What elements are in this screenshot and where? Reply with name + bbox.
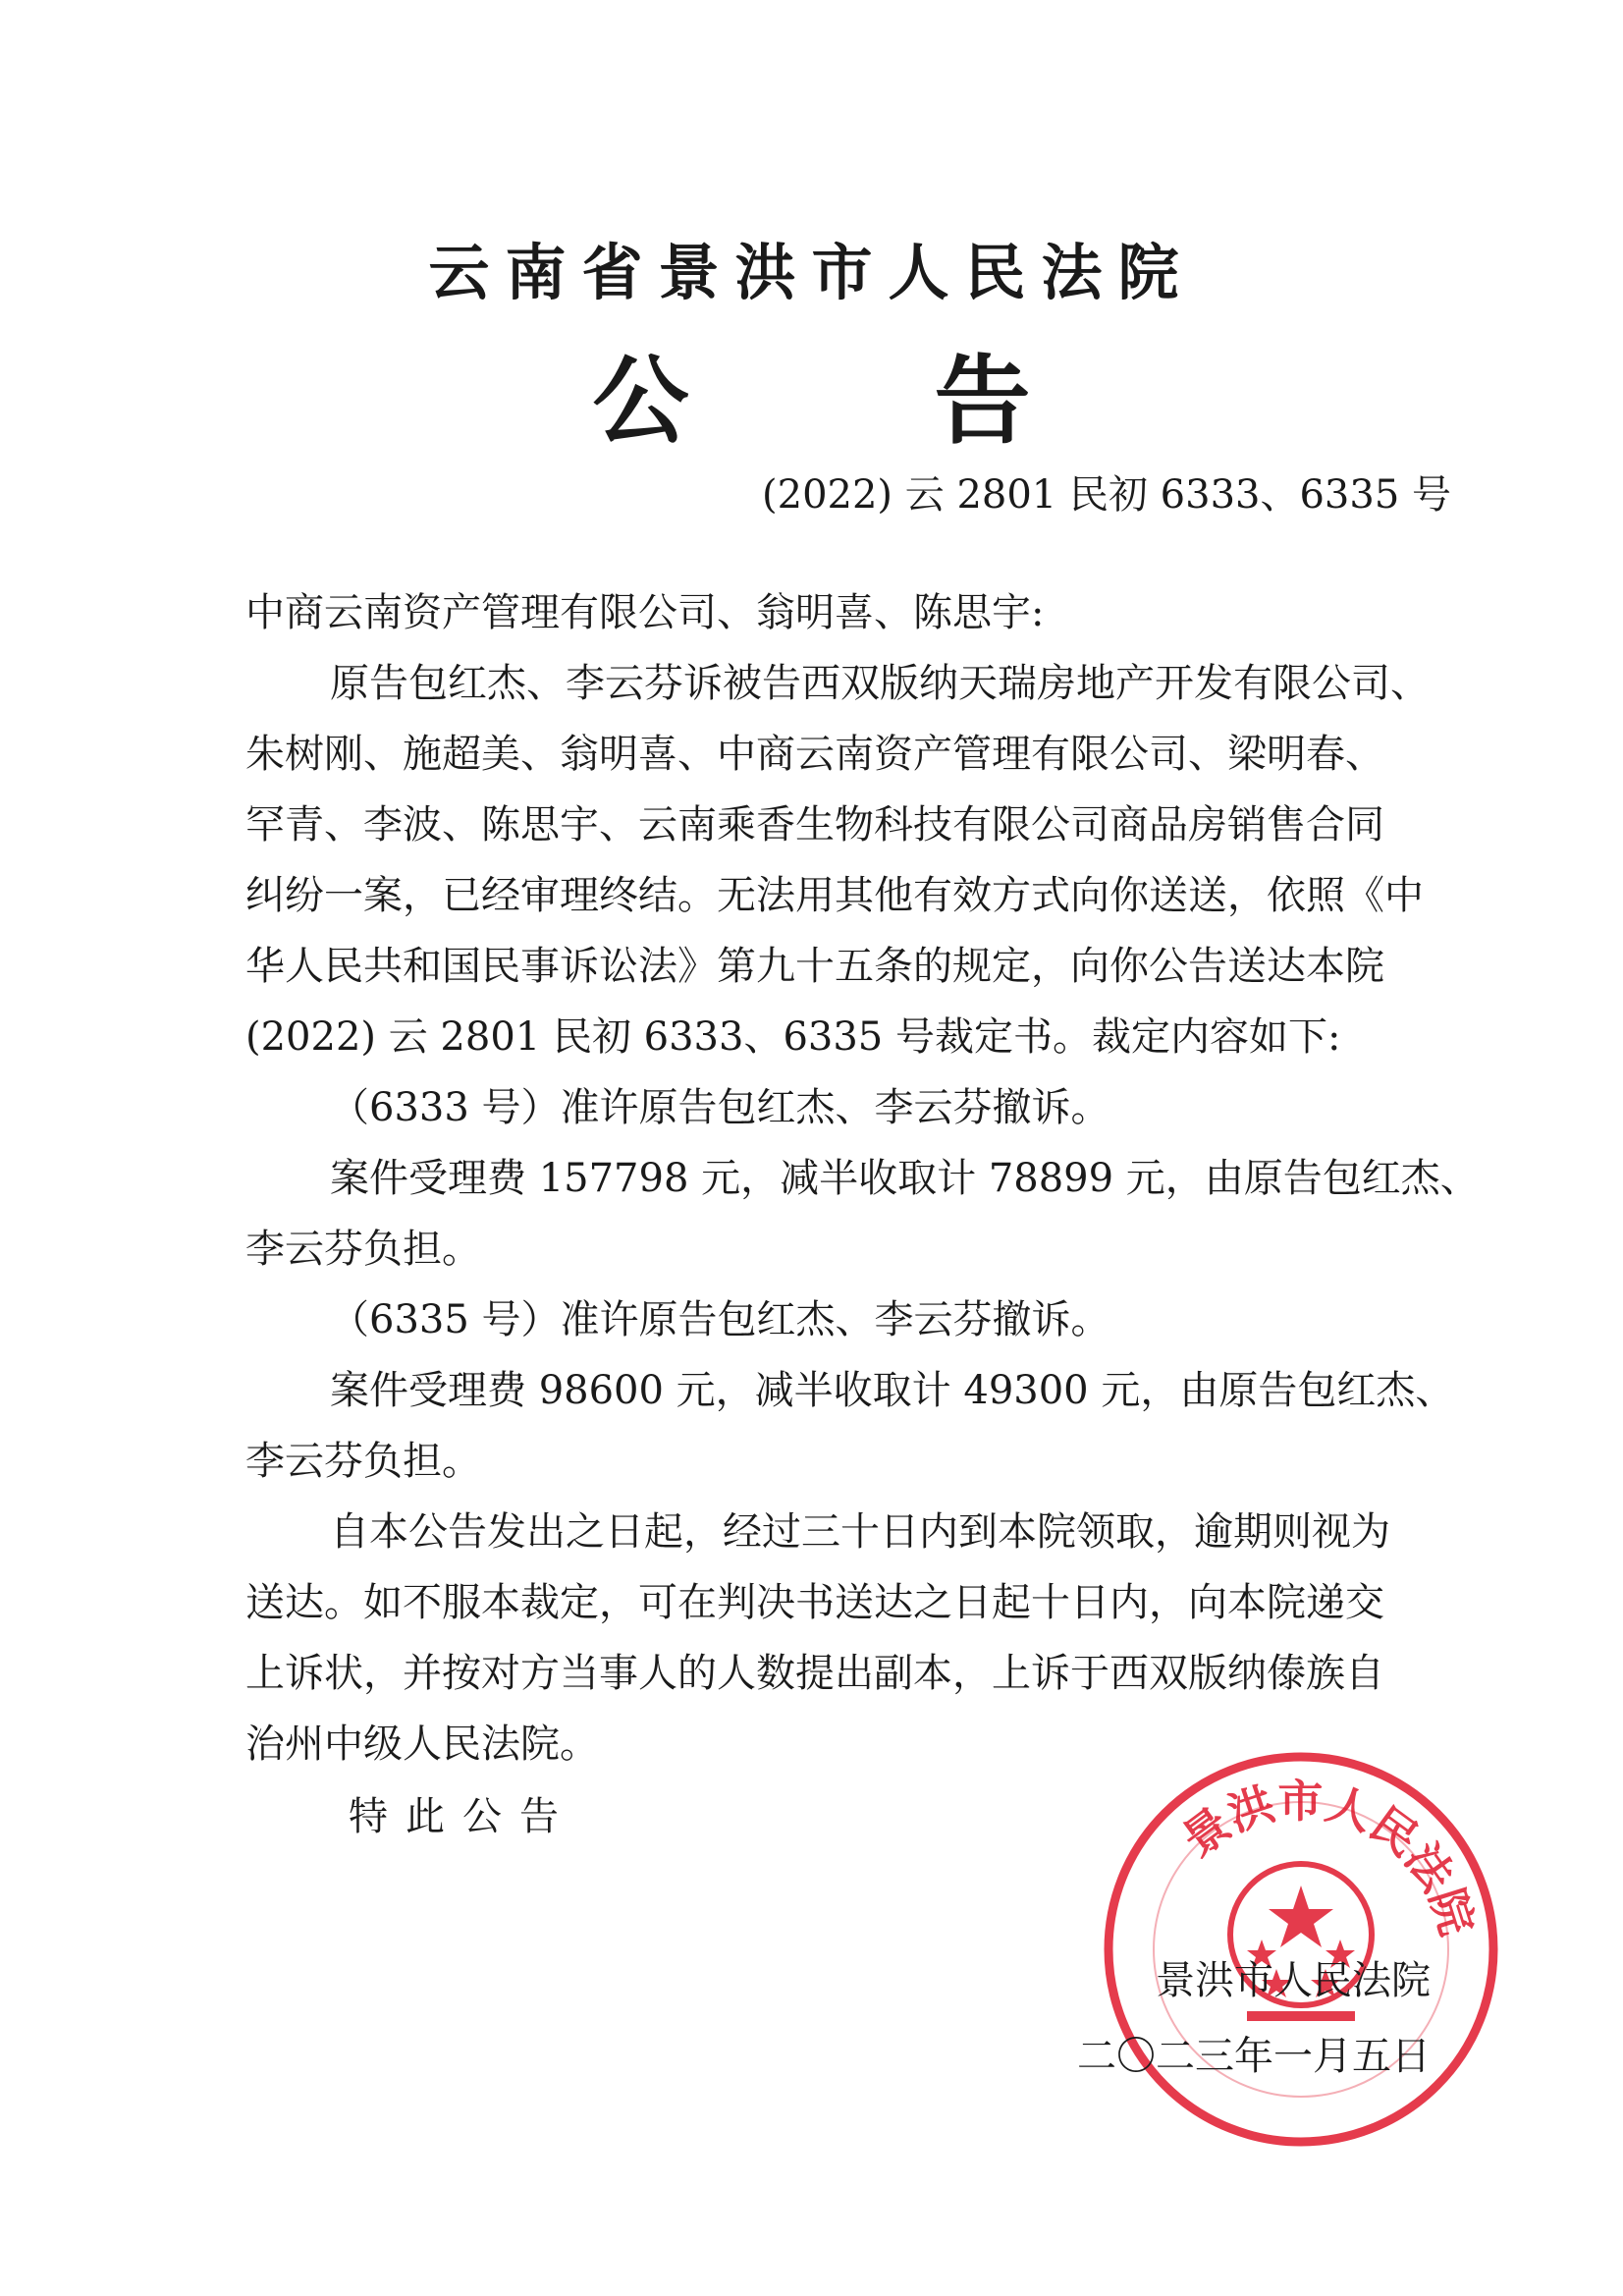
document-type-heading — [0, 324, 1623, 463]
fee-line-6335-cont: 李云芬负担。 — [245, 1439, 481, 1484]
body-line: 治州中级人民法院。 — [245, 1722, 599, 1767]
ruling-6333: （6333 号）准许原告包红杰、李云芬撤诉。 — [330, 1085, 1110, 1130]
body-line: 上诉状，并按对方当事人的人数提出副本，上诉于西双版纳傣族自 — [245, 1651, 1384, 1696]
signing-court: 景洪市人民法院 — [1156, 1958, 1431, 2003]
fee-line-6333-cont: 李云芬负担。 — [245, 1227, 481, 1272]
body-line: 送达。如不服本裁定，可在判决书送达之日起十日内，向本院递交 — [245, 1580, 1384, 1625]
body-line: 纠纷一案，已经审理终结。无法用其他有效方式向你送送，依照《中 — [245, 873, 1424, 918]
addressee-line: 中商云南资产管理有限公司、翁明喜、陈思宇: — [245, 590, 1045, 635]
doc-type-char-2: 告 — [934, 346, 1031, 458]
case-number: (2022) 云 2801 民初 6333、6335 号 — [762, 472, 1451, 518]
fee-line-6333: 案件受理费 157798 元，减半收取计 78899 元，由原告包红杰、 — [330, 1156, 1480, 1201]
body-line: 原告包红杰、李云芬诉被告西双版纳天瑞房地产开发有限公司、 — [330, 661, 1430, 706]
signing-date: 二〇二三年一月五日 — [1077, 2034, 1431, 2079]
body-line: 罕青、李波、陈思宇、云南乘香生物科技有限公司商品房销售合同 — [245, 802, 1384, 847]
body-line: 华人民共和国民事诉讼法》第九十五条的规定，向你公告送达本院 — [245, 944, 1384, 989]
seal-text: 景洪市人民法院 — [1172, 1774, 1485, 1941]
body-line: 朱树刚、施超美、翁明喜、中商云南资产管理有限公司、梁明春、 — [245, 732, 1384, 777]
fee-line-6335: 案件受理费 98600 元，减半收取计 49300 元，由原告包红杰、 — [330, 1368, 1455, 1413]
body-line: 自本公告发出之日起，经过三十日内到本院领取，逾期则视为 — [330, 1509, 1390, 1555]
ruling-6335: （6335 号）准许原告包红杰、李云芬撤诉。 — [330, 1297, 1110, 1342]
court-name-heading: 云南省景洪市人民法院 — [428, 237, 1195, 308]
doc-type-char-1: 公 — [592, 346, 689, 458]
closing-phrase: 特此公告 — [349, 1794, 576, 1839]
body-line: (2022) 云 2801 民初 6333、6335 号裁定书。裁定内容如下: — [245, 1014, 1341, 1060]
